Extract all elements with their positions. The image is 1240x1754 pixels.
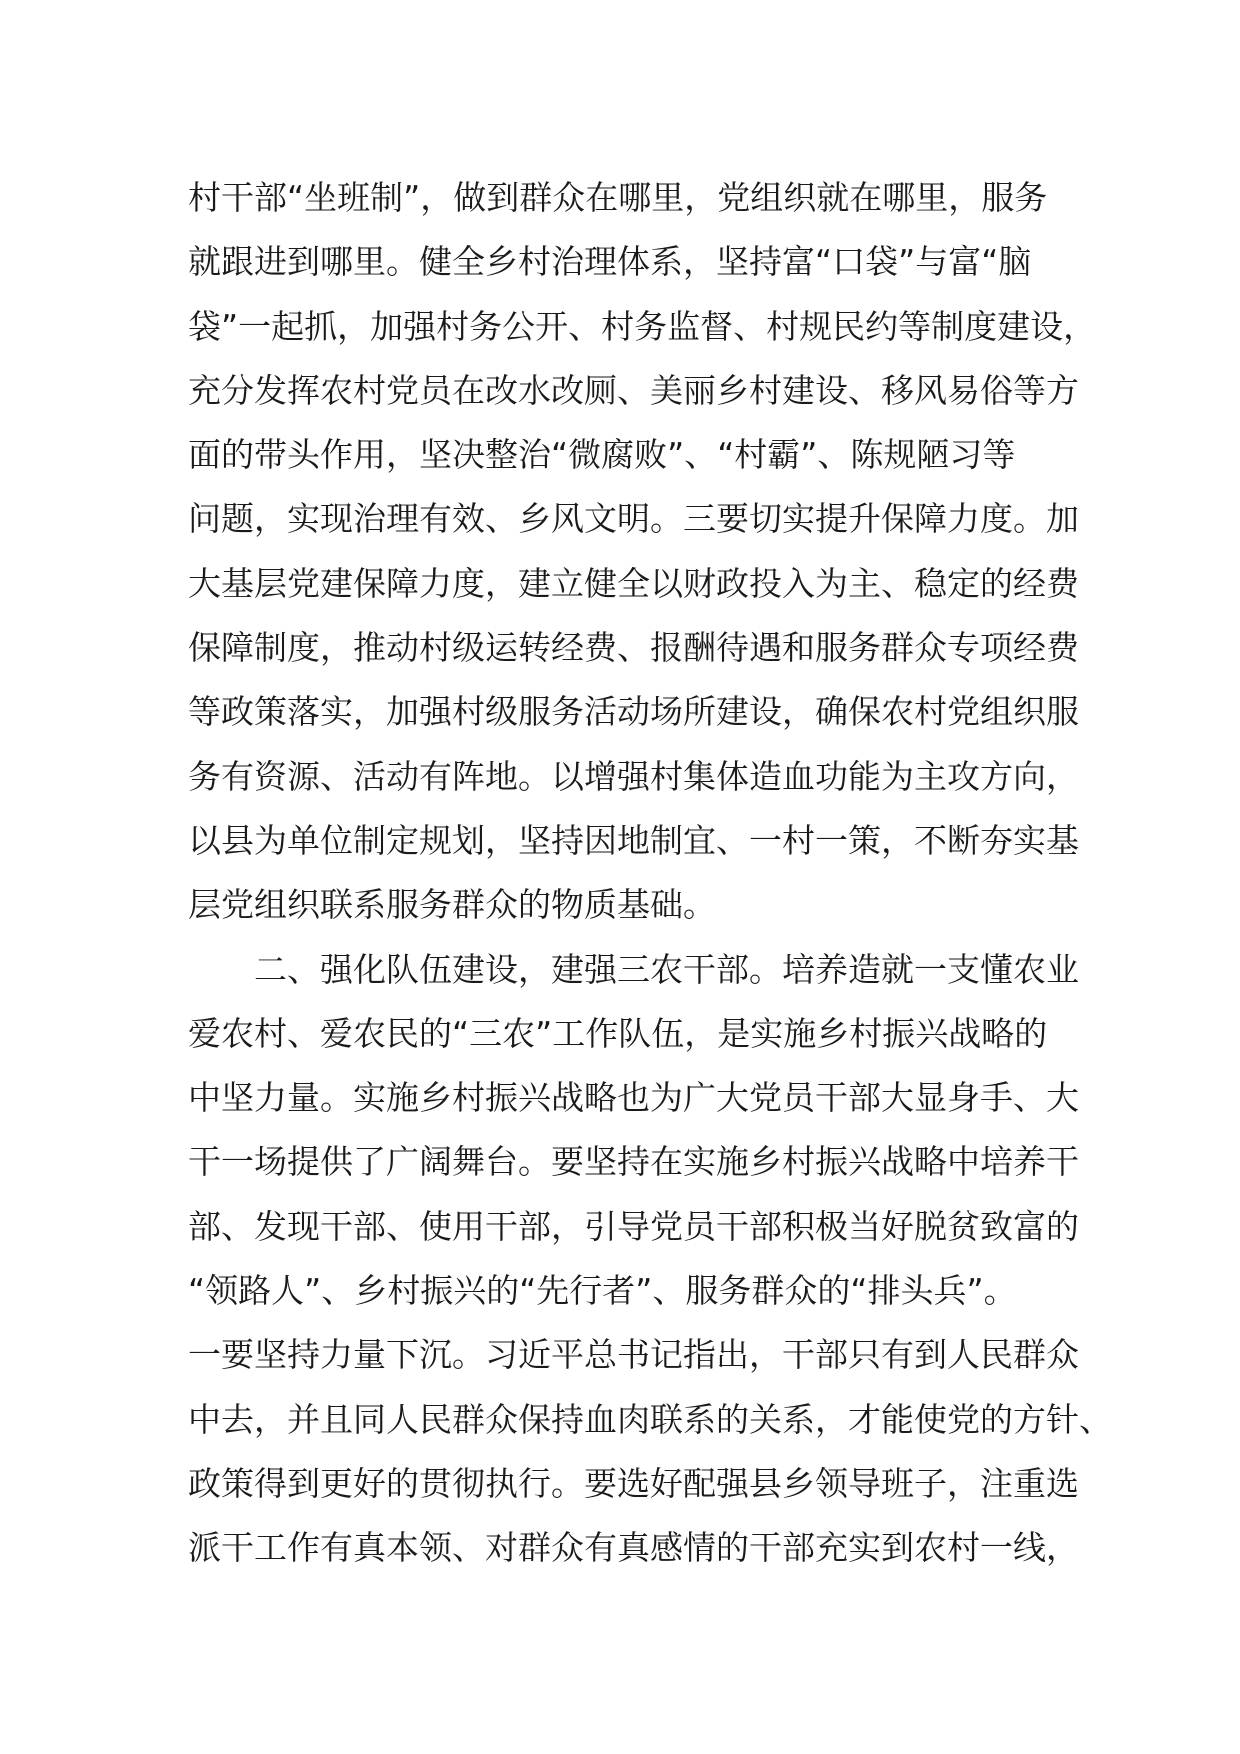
text-line: 保障制度，推动村级运转经费、报酬待遇和服务群众专项经费 (188, 628, 1079, 668)
text-line: 就跟进到哪里。健全乡村治理体系，坚持富“口袋”与富“脑 (188, 242, 1032, 282)
text-line: “领路人”、乡村振兴的“先行者”、服务群众的“排头兵”。 (188, 1271, 1017, 1311)
section-heading-line: 二、强化队伍建设，建强三农干部。培养造就一支懂农业 (254, 949, 1079, 989)
text-line: 爱农村、爱农民的“三农”工作队伍，是实施乡村振兴战略的 (188, 1013, 1048, 1053)
text-line: 以县为单位制定规划，坚持因地制宜、一村一策，不断夯实基 (188, 820, 1079, 860)
text-line: 大基层党建保障力度，建立健全以财政投入为主、稳定的经费 (188, 563, 1079, 603)
text-line: 中去，并且同人民群众保持血肉联系的关系，才能使党的方针、 (188, 1399, 1112, 1439)
text-line: 面的带头作用，坚决整治“微腐败”、“村霸”、陈规陋习等 (188, 435, 1016, 475)
text-line: 派干工作有真本领、对群众有真感情的干部充实到农村一线， (188, 1528, 1079, 1568)
text-line: 袋”一起抓，加强村务公开、村务监督、村规民约等制度建设， (188, 306, 1097, 346)
body-text (188, 166, 1112, 1581)
text-line: 一要坚持力量下沉。习近平总书记指出，干部只有到人民群众 (188, 1335, 1079, 1375)
text-line: 层党组织联系服务群众的物质基础。 (188, 885, 716, 925)
text-line: 务有资源、活动有阵地。以增强村集体造血功能为主攻方向， (188, 756, 1079, 796)
text-line: 等政策落实，加强村级服务活动场所建设，确保农村党组织服 (188, 692, 1079, 732)
text-line: 政策得到更好的贯彻执行。要选好配强县乡领导班子，注重选 (188, 1463, 1079, 1503)
text-line: 村干部“坐班制”，做到群众在哪里，党组织就在哪里，服务 (188, 178, 1048, 217)
text-line: 充分发挥农村党员在改水改厕、美丽乡村建设、移风易俗等方 (188, 370, 1079, 410)
text-line: 问题，实现治理有效、乡风文明。三要切实提升保障力度。加 (188, 499, 1079, 539)
text-line: 部、发现干部、使用干部，引导党员干部积极当好脱贫致富的 (188, 1206, 1079, 1246)
text-line: 干一场提供了广阔舞台。要坚持在实施乡村振兴战略中培养干 (188, 1142, 1079, 1182)
text-line: 中坚力量。实施乡村振兴战略也为广大党员干部大显身手、大 (188, 1078, 1079, 1118)
